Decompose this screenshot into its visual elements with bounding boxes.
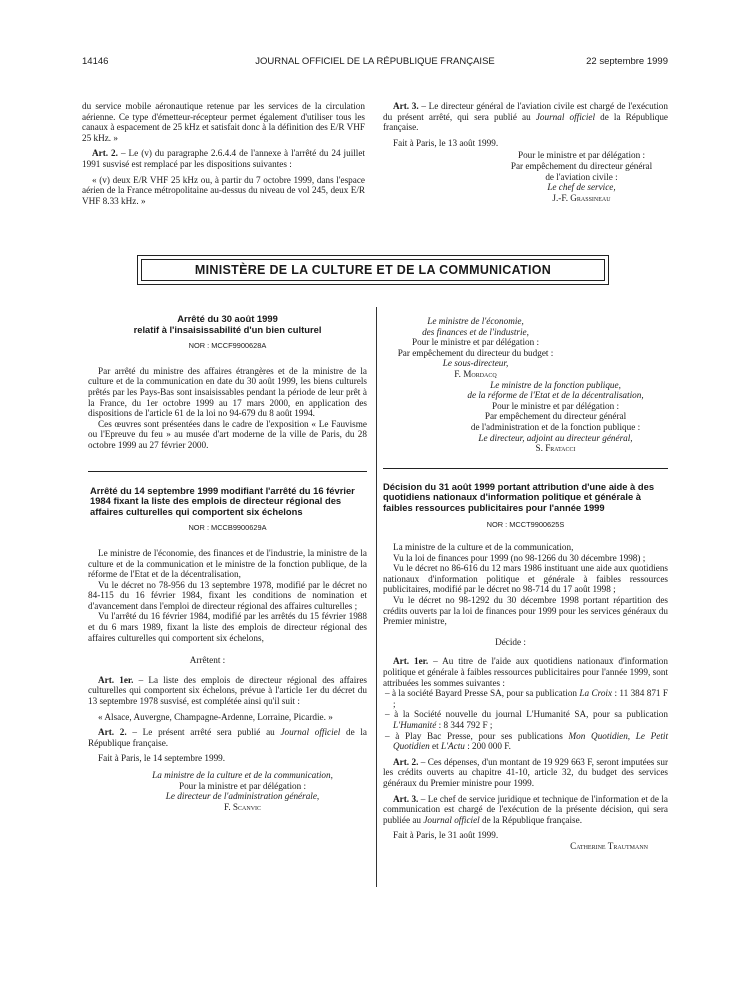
decision-article-2: Art. 2. – Ces dépenses, d'un montant de 19 929 663 F, seront imputées sur les crédits ouverts au chapitre 41-10, article 32, du budget des services généraux du Premier ministre pour 1999.	[383, 756, 668, 788]
decree-2-title: Arrêté du 14 septembre 1999 modifiant l'arrêté du 16 février 1984 fixant la liste des emplois de directeur régional des affaires culturelles qui comportent six échelons	[90, 484, 355, 517]
article-label: Art. 2.	[92, 148, 118, 159]
decision-article-3: Art. 3. – Le chef de service juridique et technique de l'information et de la communication est chargé de l'exécution de la présente décision, qui sera publiée au Journal officiel de la République française.	[383, 793, 668, 825]
signatory-name: S. Fratacci	[535, 443, 576, 454]
ministry-banner	[137, 255, 609, 285]
journal-title: JOURNAL OFFICIEL DE LA RÉPUBLIQUE FRANÇAISE	[255, 56, 495, 67]
decree-2-signature: La ministre de la culture et de la communication, Pour la ministre et par délégation : Le directeur de l'administration générale, F. Scanvic	[118, 770, 367, 812]
decision-decide: Décide :	[495, 636, 526, 647]
decree-1-nor: NOR : MCCF9900628A	[188, 341, 267, 351]
left-column	[88, 314, 367, 812]
column-divider	[376, 307, 377, 887]
cosignatures: Le ministre de l'économie, des finances et de l'industrie, Pour le ministre et par délégation : Par empêchement du directeur du budget : Le sous-directeur, F. Mordacq Le ministre de la fonction publique, de la réforme de l'Etat et de la décentralisation, Pour le ministre et par délégation : Par empêchement du directeur général de l'administration et de la fonction publique : Le directeur, adjoint au directeur général, S. Fratacci	[383, 316, 668, 454]
decision-preamble: La ministre de la culture et de la communication,	[393, 542, 574, 553]
decree-1-paragraph: Ces œuvres sont présentées dans le cadre de l'exposition « Le Fauvisme ou l'Epreuve du feu » au musée d'art moderne de la ville de Paris, du 28 octobre 1999 au 27 février 2000.	[88, 418, 367, 450]
article-2-paragraph: Art. 2. – Le (v) du paragraphe 2.6.4.4 de l'annexe à l'arrêté du 24 juillet 1991 susvisé est remplacé par les dispositions suivantes :	[82, 148, 365, 169]
decision-article-1: Art. 1er. – Au titre de l'aide aux quotidiens nationaux d'information politique et générale à faibles ressources publicitaires pour l'année 1999, sont attribuées les sommes suivantes :	[383, 656, 668, 688]
decision-visa: Vu la loi de finances pour 1999 (no 98-1266 du 30 décembre 1998) ;	[393, 552, 646, 563]
decree-2-nor: NOR : MCCB9900629A	[188, 523, 267, 533]
decree-2-article-1: Art. 1er. – La liste des emplois de directeur régional des affaires culturelles qui comportent six échelons, prévue à l'article 1er du décret du 13 septembre 1978 susvisé, est complétée ainsi qu'il suit :	[88, 674, 367, 707]
decree-1-subtitle: relatif à l'insaisissabilité d'un bien culturel	[133, 323, 322, 335]
continuation-paragraph: du service mobile aéronautique retenue par les services de la circulation aérienne. Ce type d'émetteur-récepteur permet également d'utiliser tous les canaux à espacement de 25 kHz et satisfait donc à la définition des E/R VHF 25 kHz. »	[82, 101, 365, 143]
ministry-title: MINISTÈRE DE LA CULTURE ET DE LA COMMUNICATION	[141, 259, 605, 281]
decree-2-visa: Vu l'arrêté du 16 février 1984, modifié par les arrêtés du 15 février 1988 et du 6 mars 1989, fixant la liste des emplois de directeur régional des affaires culturelles qui comportent six échelons,	[88, 611, 367, 643]
right-column	[383, 316, 668, 852]
signatory-name: Catherine Trautmann	[570, 840, 648, 851]
decision-title: Décision du 31 août 1999 portant attribution d'une aide à des quotidiens nationaux d'information politique et générale à faibles ressources publicitaires pour l'année 1999	[383, 480, 655, 513]
signatory-name: F. Mordacq	[454, 368, 497, 379]
signatory-name: F. Scanvic	[223, 801, 262, 812]
section-separator	[88, 471, 367, 472]
signatory-name: J.-F. Grassineau	[552, 192, 611, 203]
decision-visa: Vu le décret no 98-1292 du 30 décembre 1998 portant répartition des crédits ouverts par la loi de finances pour 1999 pour les services généraux du Premier ministre,	[383, 595, 668, 627]
section-separator	[383, 468, 668, 469]
decision-nor: NOR : MCCT9900625S	[486, 519, 565, 529]
list-item: – à Play Bac Presse, pour ses publications Mon Quotidien, Le Petit Quotidien et L'Actu : 200 000 F.	[385, 730, 669, 752]
decree-2-done-at: Fait à Paris, le 14 septembre 1999.	[98, 753, 226, 764]
top-right-column	[383, 101, 668, 203]
decree-2-visa: Vu le décret no 78-956 du 13 septembre 1978, modifié par le décret no 84-115 du 16 février 1984, fixant les conditions de nomination et d'avancement dans l'emploi de directeur régional des affaires culturelles ;	[88, 579, 367, 611]
decree-1-title: Arrêté du 30 août 1999	[177, 313, 278, 324]
page-number: 14146	[82, 56, 109, 67]
page-header	[82, 56, 668, 70]
top-left-column	[82, 101, 365, 206]
decree-1-paragraph: Par arrêté du ministre des affaires étrangères et de la ministre de la culture et de la communication en date du 30 août 1999, les biens culturels prêtés par les Pays-Bas sont insaisissables pendant la période de leur prêt à la France, du 1er octobre 1999 au 17 mars 2000, en application des dispositions de l'article 61 de la loi no 94-679 du 8 août 1994.	[88, 365, 367, 419]
list-item: – à la Société nouvelle du journal L'Humanité SA, pour sa publication L'Humanité : 8 344 792 F ;	[385, 709, 668, 730]
decree-2-regions: « Alsace, Auvergne, Champagne-Ardenne, Lorraine, Picardie. »	[98, 711, 333, 722]
decision-done-at: Fait à Paris, le 31 août 1999.	[393, 830, 499, 841]
list-item: – à la société Bayard Presse SA, pour sa publication La Croix : 11 384 871 F ;	[385, 688, 669, 709]
decision-visa: Vu le décret no 86-616 du 12 mars 1986 instituant une aide aux quotidiens nationaux d'information politique et générale à faibles ressources publicitaires, modifié par le décret no 98-714 du 17 août 1998 ;	[383, 563, 668, 595]
done-at: Fait à Paris, le 13 août 1999.	[393, 137, 499, 148]
signature-block: Pour le ministre et par délégation : Par empêchement du directeur général de l'aviation civile : Le chef de service, J.-F. Grassineau	[495, 150, 668, 203]
allocation-list	[383, 688, 668, 752]
article-3-paragraph: Art. 3. – Le directeur général de l'aviation civile est chargé de l'exécution du présent arrêté, qui sera publié au Journal officiel de la République française.	[383, 101, 669, 133]
quoted-provision: « (v) deux E/R VHF 25 kHz ou, à partir du 7 octobre 1999, dans l'espace aérien de la France métropolitaine au-dessus du niveau de vol 245, deux E/R VHF 8.33 kHz. »	[82, 174, 365, 206]
decree-2-article-2: Art. 2. – Le présent arrêté sera publié au Journal officiel de la République française.	[88, 727, 367, 748]
decree-2-preamble: Le ministre de l'économie, des finances et de l'industrie, la ministre de la culture et de la communication et le ministre de la fonction publique, de la réforme de l'Etat et de la décentralisation,	[88, 547, 367, 580]
decree-2-arretent: Arrêtent :	[189, 655, 226, 666]
issue-date: 22 septembre 1999	[586, 56, 668, 67]
